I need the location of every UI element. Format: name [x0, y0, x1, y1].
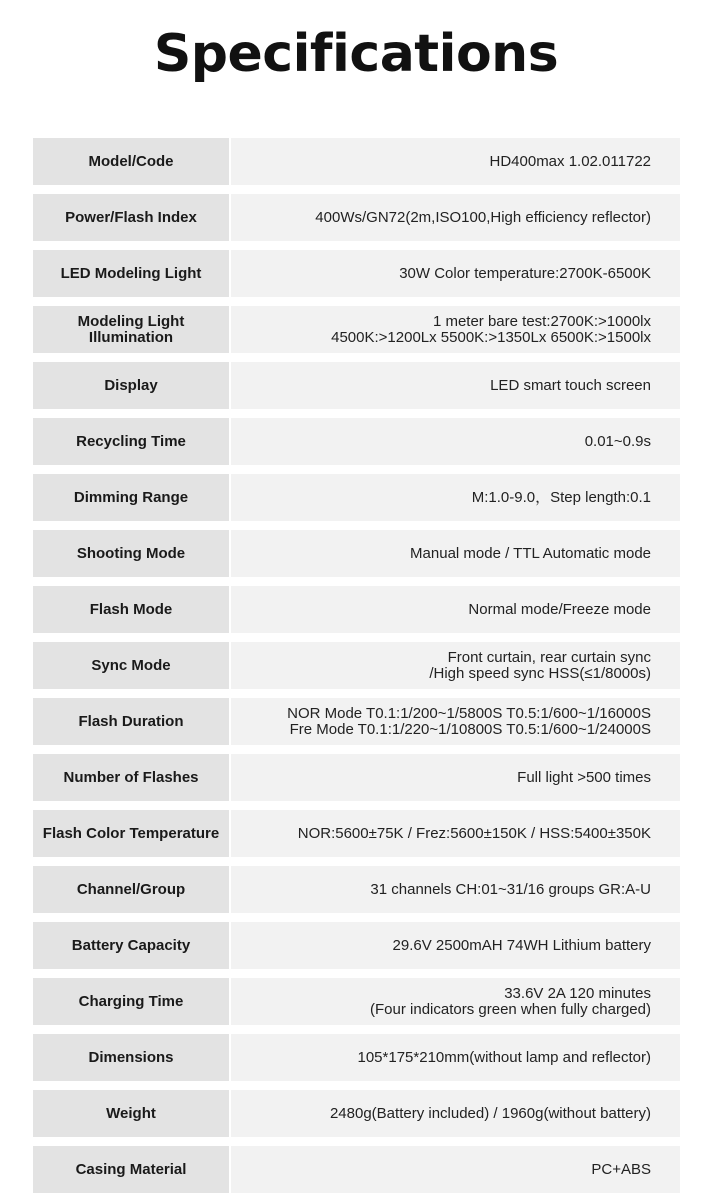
- spec-row: [33, 866, 680, 913]
- spec-value: [231, 474, 680, 521]
- spec-value-line: HD400max 1.02.011722: [489, 152, 651, 170]
- spec-row: [33, 810, 680, 857]
- spec-value-line: 31 channels CH:01~31/16 groups GR:A-U: [370, 880, 651, 898]
- spec-row: [33, 698, 680, 745]
- spec-value: [231, 362, 680, 409]
- spec-value-line: Front curtain, rear curtain sync: [447, 648, 651, 666]
- spec-value: [231, 530, 680, 577]
- spec-value: [231, 306, 680, 353]
- spec-value-line: 30W Color temperature:2700K-6500K: [399, 264, 651, 282]
- spec-value: [231, 418, 680, 465]
- spec-label: Sync Mode: [33, 642, 229, 689]
- specifications-table: [33, 138, 680, 1202]
- spec-value-line: Fre Mode T0.1:1/220~1/10800S T0.5:1/600~1/24000S: [289, 720, 651, 738]
- spec-label: Flash Mode: [33, 586, 229, 633]
- spec-label: Model/Code: [33, 138, 229, 185]
- spec-label: Channel/Group: [33, 866, 229, 913]
- spec-value-line: LED smart touch screen: [490, 376, 651, 394]
- spec-row: [33, 978, 680, 1025]
- spec-value-line: 4500K:>1200Lx 5500K:>1350Lx 6500K:>1500lx: [331, 328, 651, 346]
- spec-value: [231, 866, 680, 913]
- spec-value: [231, 698, 680, 745]
- spec-label: Recycling Time: [33, 418, 229, 465]
- spec-value: [231, 138, 680, 185]
- spec-value-line: 2480g(Battery included) / 1960g(without battery): [329, 1104, 651, 1122]
- spec-label: Battery Capacity: [33, 922, 229, 969]
- spec-value-line: M:1.0-9.0，Step length:0.1: [471, 488, 651, 506]
- spec-value-line: 400Ws/GN72(2m,ISO100,High efficiency reflector): [315, 208, 651, 226]
- spec-row: [33, 362, 680, 409]
- spec-value-line: 1 meter bare test:2700K:>1000lx: [432, 312, 651, 330]
- spec-row: [33, 474, 680, 521]
- page-title: Specifications: [153, 24, 559, 84]
- spec-value-line: Manual mode / TTL Automatic mode: [410, 544, 651, 562]
- spec-value-line: 0.01~0.9s: [584, 432, 651, 450]
- spec-value: [231, 642, 680, 689]
- spec-value-line: NOR:5600±75K / Frez:5600±150K / HSS:5400±350K: [297, 824, 651, 842]
- spec-label: Modeling Light Illumination: [33, 306, 229, 353]
- spec-value: [231, 1034, 680, 1081]
- spec-value: [231, 250, 680, 297]
- spec-row: [33, 1146, 680, 1193]
- spec-row: [33, 642, 680, 689]
- spec-value: [231, 978, 680, 1025]
- spec-row: [33, 138, 680, 185]
- spec-value-line: 105*175*210mm(without lamp and reflector): [357, 1048, 651, 1066]
- spec-label: Power/Flash Index: [33, 194, 229, 241]
- spec-label: Dimming Range: [33, 474, 229, 521]
- spec-value-line: 29.6V 2500mAH 74WH Lithium battery: [392, 936, 651, 954]
- spec-value-line: Full light >500 times: [517, 768, 651, 786]
- spec-value-line: /High speed sync HSS(≤1/8000s): [429, 664, 651, 682]
- spec-row: [33, 754, 680, 801]
- spec-row: [33, 1090, 680, 1137]
- spec-label: Dimensions: [33, 1034, 229, 1081]
- spec-value: [231, 810, 680, 857]
- spec-label: Display: [33, 362, 229, 409]
- spec-row: [33, 922, 680, 969]
- spec-value-line: NOR Mode T0.1:1/200~1/5800S T0.5:1/600~1/16000S: [287, 704, 651, 722]
- spec-value: [231, 1090, 680, 1137]
- spec-row: [33, 530, 680, 577]
- spec-label: Weight: [33, 1090, 229, 1137]
- spec-row: [33, 1034, 680, 1081]
- spec-label: Flash Duration: [33, 698, 229, 745]
- spec-label: Flash Color Temperature: [33, 810, 229, 857]
- spec-label: Shooting Mode: [33, 530, 229, 577]
- spec-value-line: PC+ABS: [591, 1160, 651, 1178]
- spec-row: [33, 418, 680, 465]
- spec-value-line: Normal mode/Freeze mode: [468, 600, 651, 618]
- spec-value: [231, 194, 680, 241]
- spec-value: [231, 1146, 680, 1193]
- spec-label: Number of Flashes: [33, 754, 229, 801]
- spec-row: [33, 306, 680, 353]
- spec-value-line: (Four indicators green when fully charged): [370, 1000, 651, 1018]
- spec-value: [231, 922, 680, 969]
- spec-label: LED Modeling Light: [33, 250, 229, 297]
- spec-label: Charging Time: [33, 978, 229, 1025]
- spec-value: [231, 754, 680, 801]
- spec-label: Casing Material: [33, 1146, 229, 1193]
- spec-row: [33, 586, 680, 633]
- spec-row: [33, 250, 680, 297]
- spec-value-line: 33.6V 2A 120 minutes: [504, 984, 651, 1002]
- spec-value: [231, 586, 680, 633]
- spec-row: [33, 194, 680, 241]
